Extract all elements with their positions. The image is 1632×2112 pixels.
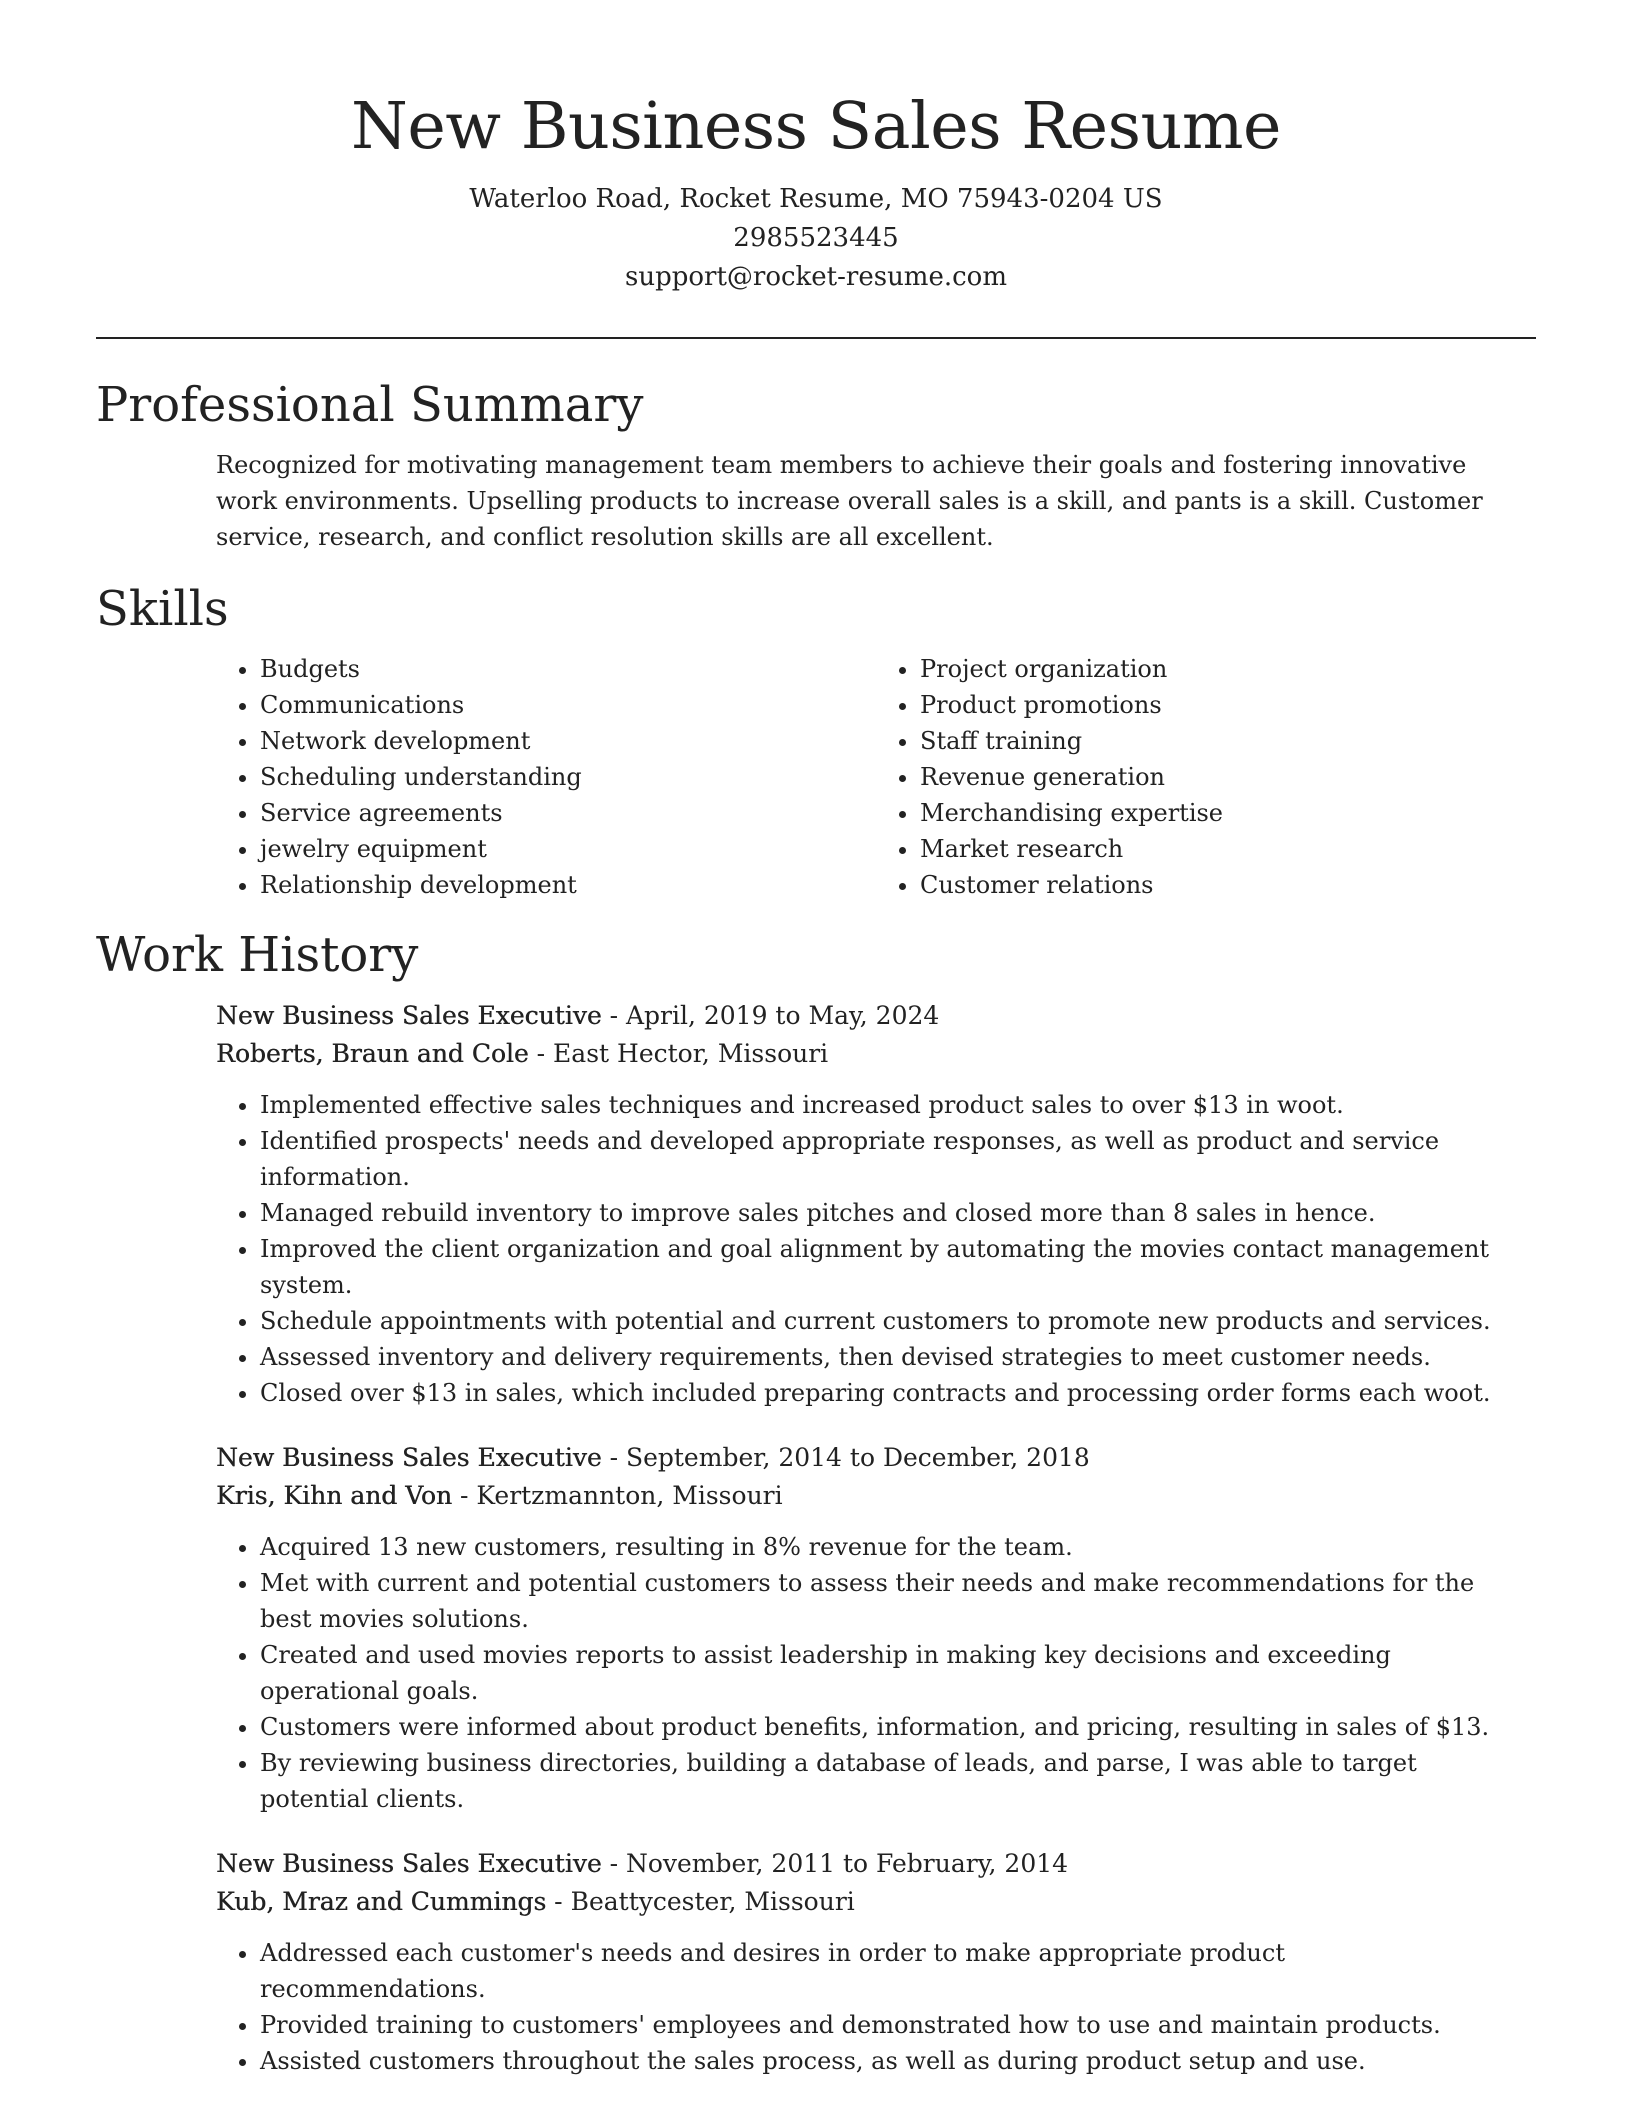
skill-item: • Relationship development: [260, 867, 876, 903]
job-company-line: [216, 1883, 1536, 1921]
job-position: New Business Sales Executive: [216, 1443, 602, 1472]
job-bullet: • By reviewing business directories, building a database of leads, and parse, I was able to target potential clients.: [260, 1745, 1506, 1817]
job-company-line: [216, 1477, 1536, 1515]
job-entry: [216, 1845, 1536, 2079]
job-bullet: • Addressed each customer's needs and desires in order to make appropriate product recommendations.: [260, 1935, 1506, 2007]
header-divider: [96, 337, 1536, 339]
skill-item: • Merchandising expertise: [920, 795, 1536, 831]
summary-section: [216, 447, 1536, 555]
job-dates: - September, 2014 to December, 2018: [601, 1443, 1090, 1472]
skill-item: • Budgets: [260, 651, 876, 687]
skill-item: • Service agreements: [260, 795, 876, 831]
skill-item: • Revenue generation: [920, 759, 1536, 795]
job-bullets: [216, 1935, 1536, 2079]
job-dates: - November, 2011 to February, 2014: [601, 1849, 1069, 1878]
skill-item: • jewelry equipment: [260, 831, 876, 867]
skill-item: • Staff training: [920, 723, 1536, 759]
address: Waterloo Road, Rocket Resume, MO 75943-0204 US: [469, 184, 1163, 214]
job-position: New Business Sales Executive: [216, 1849, 602, 1878]
skill-item: • Scheduling understanding: [260, 759, 876, 795]
job-bullet: • Closed over $13 in sales, which included preparing contracts and processing order forms each woot.: [260, 1375, 1506, 1411]
job-bullet: • Created and used movies reports to assist leadership in making key decisions and exceeding operational goals.: [260, 1637, 1506, 1709]
job-bullet: • Acquired 13 new customers, resulting in 8% revenue for the team.: [260, 1529, 1506, 1565]
job-title-line: [216, 997, 1536, 1035]
resume-title: New Business Sales Resume: [351, 89, 1281, 164]
skills-grid: [216, 651, 1536, 903]
contact-info: [96, 180, 1536, 297]
job-bullets: [216, 1087, 1536, 1411]
job-dates: - April, 2019 to May, 2024: [601, 1001, 940, 1030]
skill-item: • Product promotions: [920, 687, 1536, 723]
skill-item: • Customer relations: [920, 867, 1536, 903]
skill-item: • Project organization: [920, 651, 1536, 687]
job-bullet: • Improved the client organization and goal alignment by automating the movies contact management system.: [260, 1231, 1506, 1303]
job-bullets: [216, 1529, 1536, 1817]
skills-section: [216, 651, 1536, 903]
job-position: New Business Sales Executive: [216, 1001, 602, 1030]
job-bullet: • Managed rebuild inventory to improve sales pitches and closed more than 8 sales in hence.: [260, 1195, 1506, 1231]
section-title-skills: Skills: [96, 581, 229, 637]
work-history-section: [216, 997, 1536, 2079]
job-bullet: • Customers were informed about product benefits, information, and pricing, resulting in sales of $13.: [260, 1709, 1506, 1745]
job-company: Roberts, Braun and Cole: [216, 1039, 529, 1068]
job-bullet: • Implemented effective sales techniques and increased product sales to over $13 in woot.: [260, 1087, 1506, 1123]
skills-column-left: [216, 651, 876, 903]
job-bullet: • Schedule appointments with potential and current customers to promote new products and services.: [260, 1303, 1506, 1339]
resume-header: [96, 0, 1536, 297]
job-bullet: • Assisted customers throughout the sales process, as well as during product setup and use.: [260, 2043, 1506, 2079]
section-title-work-history: Work History: [96, 927, 419, 983]
skill-item: • Communications: [260, 687, 876, 723]
summary-text: Recognized for motivating management team members to achieve their goals and fostering innovative work environments. Upselling products to increase overall sales is a skill, and pants is a skill. Customer service, research, and conflict resolution skills are all excellent.: [216, 451, 1483, 551]
job-bullet: • Assessed inventory and delivery requirements, then devised strategies to meet customer needs.: [260, 1339, 1506, 1375]
job-location: - East Hector, Missouri: [528, 1039, 829, 1068]
skill-item: • Market research: [920, 831, 1536, 867]
job-entry: [216, 997, 1536, 1411]
section-title-professional-summary: Professional Summary: [96, 377, 644, 433]
job-title-line: [216, 1845, 1536, 1883]
job-company: Kub, Mraz and Cummings: [216, 1887, 547, 1916]
email: support@rocket-resume.com: [624, 262, 1007, 292]
job-bullet: • Met with current and potential customers to assess their needs and make recommendations for the best movies solutions.: [260, 1565, 1506, 1637]
job-entry: [216, 1439, 1536, 1817]
phone: 2985523445: [733, 223, 899, 253]
job-company-line: [216, 1035, 1536, 1073]
job-title-line: [216, 1439, 1536, 1477]
job-company: Kris, Kihn and Von: [216, 1481, 453, 1510]
skill-item: • Network development: [260, 723, 876, 759]
job-bullet: • Provided training to customers' employees and demonstrated how to use and maintain products.: [260, 2007, 1506, 2043]
job-location: - Kertzmannton, Missouri: [452, 1481, 783, 1510]
resume-page: [96, 0, 1536, 2079]
job-location: - Beattycester, Missouri: [546, 1887, 855, 1916]
job-bullet: • Identified prospects' needs and developed appropriate responses, as well as product and service information.: [260, 1123, 1506, 1195]
skills-column-right: [876, 651, 1536, 903]
